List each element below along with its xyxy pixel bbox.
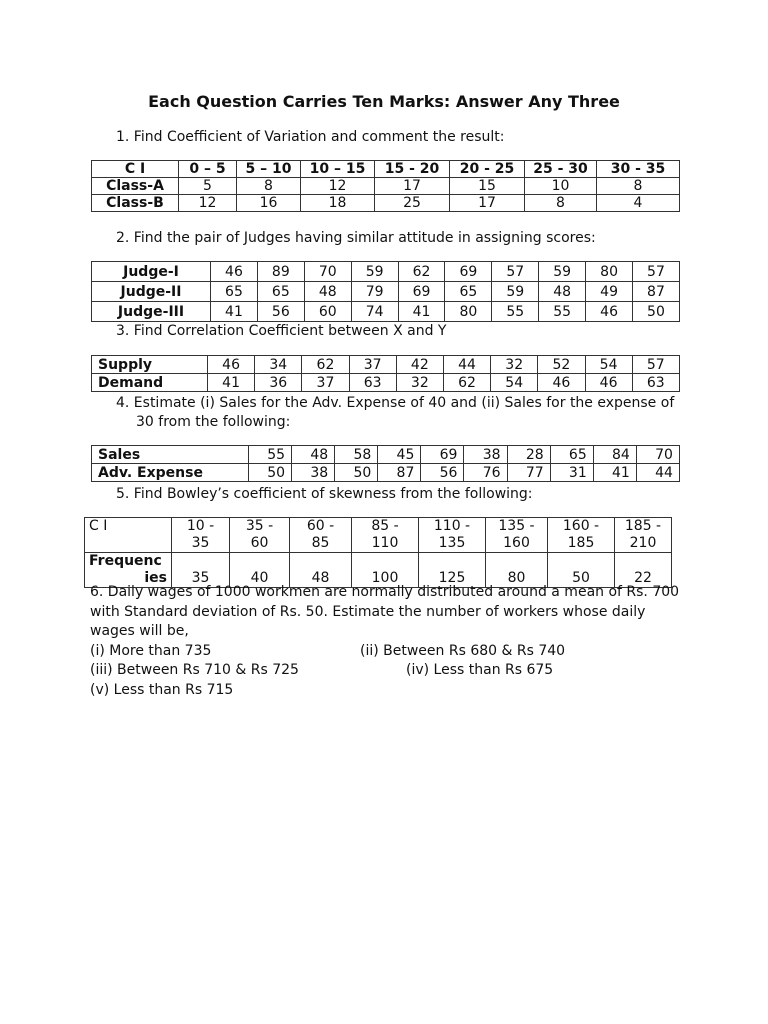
question-6-line: with Standard deviation of Rs. 50. Estimate the number of workers whose daily	[90, 603, 646, 620]
option-v: (v) Less than Rs 715	[90, 681, 234, 698]
row-label: Judge-III	[92, 302, 211, 322]
header-cell: 160 - 185	[548, 518, 615, 553]
options-row	[90, 642, 679, 662]
table-cell: 8	[237, 178, 301, 195]
table-row	[92, 195, 680, 212]
table-row	[92, 464, 680, 482]
row-label: Class-B	[92, 195, 179, 212]
table-cell: 76	[464, 464, 507, 482]
table-cell: 56	[257, 302, 304, 322]
row-label: Adv. Expense	[92, 464, 249, 482]
table-row	[92, 374, 680, 392]
table-cell: 15	[450, 178, 525, 195]
table-cell: 12	[301, 178, 375, 195]
question-4-text-cont: 30 from the following:	[136, 414, 291, 430]
table-cell: 100	[352, 553, 419, 588]
table-cell: 12	[179, 195, 237, 212]
table-cell: 60	[304, 302, 351, 322]
question-2-text: 2. Find the pair of Judges having similar attitude in assigning scores:	[116, 230, 596, 246]
table-cell: 65	[257, 282, 304, 302]
table-cell: 46	[211, 262, 258, 282]
table-cell: 4	[597, 195, 680, 212]
table-row	[92, 282, 680, 302]
table-cell: 63	[349, 374, 396, 392]
q3-table	[91, 355, 680, 392]
table-cell: 8	[525, 195, 597, 212]
q2-table	[91, 261, 680, 322]
table-cell: 59	[351, 262, 398, 282]
option-i: (i) More than 735	[90, 642, 212, 659]
table-cell: 5	[179, 178, 237, 195]
table-cell: 22	[615, 553, 672, 588]
header-cell: 30 - 35	[597, 161, 680, 178]
question-6-line: 6. Daily wages of 1000 workmen are normally distributed around a mean of Rs. 700	[90, 584, 680, 600]
table-cell: 52	[538, 356, 585, 374]
table-cell: 41	[211, 302, 258, 322]
q4-table	[91, 445, 680, 482]
table-cell: 65	[211, 282, 258, 302]
table-row	[92, 262, 680, 282]
table-cell: 74	[351, 302, 398, 322]
question-3-text: 3. Find Correlation Coefficient between X and Y	[116, 323, 447, 339]
page-title: Each Question Carries Ten Marks: Answer Any Three	[148, 92, 620, 111]
table-row	[92, 302, 680, 322]
table-cell: 65	[550, 446, 593, 464]
header-cell: 15 - 20	[375, 161, 450, 178]
row-label: Sales	[92, 446, 249, 464]
table-cell: 45	[378, 446, 421, 464]
table-cell: 41	[398, 302, 445, 322]
header-cell: 35 - 60	[230, 518, 290, 553]
question-1-text: 1. Find Coefficient of Variation and comment the result:	[116, 129, 505, 145]
table-row	[92, 178, 680, 195]
table-cell: 77	[507, 464, 550, 482]
header-cell: 20 - 25	[450, 161, 525, 178]
table-cell: 48	[292, 446, 335, 464]
table-cell: 8	[597, 178, 680, 195]
table-cell: 44	[443, 356, 490, 374]
table-cell: 125	[419, 553, 486, 588]
table-cell: 32	[396, 374, 443, 392]
header-label: C I	[85, 518, 172, 553]
table-cell: 25	[375, 195, 450, 212]
table-cell: 48	[290, 553, 352, 588]
table-cell: 40	[230, 553, 290, 588]
table-cell: 46	[585, 374, 632, 392]
table-cell: 54	[491, 374, 538, 392]
option-ii: (ii) Between Rs 680 & Rs 740	[360, 642, 566, 659]
header-cell: 135 - 160	[486, 518, 548, 553]
table-row	[92, 356, 680, 374]
table-cell: 41	[208, 374, 255, 392]
question-4-text: 4. Estimate (i) Sales for the Adv. Expense of 40 and (ii) Sales for the expense of	[116, 395, 675, 411]
table-cell: 49	[586, 282, 633, 302]
table-cell: 44	[636, 464, 679, 482]
header-cell: 10 - 35	[172, 518, 230, 553]
table-cell: 48	[304, 282, 351, 302]
table-cell: 31	[550, 464, 593, 482]
table-cell: 48	[539, 282, 586, 302]
q5-header-row	[85, 518, 672, 553]
table-cell: 79	[351, 282, 398, 302]
table-cell: 70	[636, 446, 679, 464]
header-cell: 110 - 135	[419, 518, 486, 553]
table-cell: 38	[464, 446, 507, 464]
table-cell: 63	[632, 374, 679, 392]
table-cell: 65	[445, 282, 492, 302]
header-cell: 85 - 110	[352, 518, 419, 553]
table-cell: 46	[538, 374, 585, 392]
header-cell: 185 - 210	[615, 518, 672, 553]
row-label: Judge-I	[92, 262, 211, 282]
q1-header-row	[92, 161, 680, 178]
row-label: Class-A	[92, 178, 179, 195]
table-cell: 69	[421, 446, 464, 464]
table-cell: 18	[301, 195, 375, 212]
table-cell: 54	[585, 356, 632, 374]
row-label: Supply	[92, 356, 208, 374]
table-cell: 58	[335, 446, 378, 464]
table-cell: 17	[375, 178, 450, 195]
table-cell: 59	[539, 262, 586, 282]
table-cell: 50	[548, 553, 615, 588]
q5-table	[84, 517, 672, 588]
question-5-text: 5. Find Bowley’s coefficient of skewness from the following:	[116, 486, 533, 502]
header-cell: 60 - 85	[290, 518, 352, 553]
table-cell: 50	[249, 464, 292, 482]
table-cell: 69	[445, 262, 492, 282]
table-cell: 55	[492, 302, 539, 322]
table-cell: 55	[249, 446, 292, 464]
table-cell: 38	[292, 464, 335, 482]
table-cell: 87	[378, 464, 421, 482]
table-cell: 80	[445, 302, 492, 322]
table-cell: 55	[539, 302, 586, 322]
header-cell: 0 – 5	[179, 161, 237, 178]
table-cell: 56	[421, 464, 464, 482]
table-cell: 84	[593, 446, 636, 464]
table-cell: 69	[398, 282, 445, 302]
table-cell: 35	[172, 553, 230, 588]
table-cell: 34	[255, 356, 302, 374]
table-cell: 57	[632, 356, 679, 374]
table-cell: 16	[237, 195, 301, 212]
table-cell: 62	[302, 356, 349, 374]
table-cell: 10	[525, 178, 597, 195]
header-cell: C I	[92, 161, 179, 178]
question-6	[90, 583, 679, 700]
options-row	[90, 661, 679, 681]
row-label: Demand	[92, 374, 208, 392]
table-cell: 57	[633, 262, 680, 282]
table-cell: 37	[349, 356, 396, 374]
table-cell: 59	[492, 282, 539, 302]
table-cell: 42	[396, 356, 443, 374]
q1-table	[91, 160, 680, 212]
table-cell: 36	[255, 374, 302, 392]
table-cell: 17	[450, 195, 525, 212]
question-6-line: wages will be,	[90, 623, 189, 639]
table-cell: 37	[302, 374, 349, 392]
table-cell: 70	[304, 262, 351, 282]
table-cell: 50	[633, 302, 680, 322]
table-cell: 87	[633, 282, 680, 302]
table-cell: 80	[486, 553, 548, 588]
table-cell: 80	[586, 262, 633, 282]
table-cell: 62	[398, 262, 445, 282]
header-cell: 10 – 15	[301, 161, 375, 178]
option-iii: (iii) Between Rs 710 & Rs 725	[90, 662, 299, 678]
table-row	[92, 446, 680, 464]
table-cell: 41	[593, 464, 636, 482]
row-label: Judge-II	[92, 282, 211, 302]
option-iv: (iv) Less than Rs 675	[406, 662, 554, 678]
table-cell: 32	[491, 356, 538, 374]
table-cell: 57	[492, 262, 539, 282]
header-cell: 5 – 10	[237, 161, 301, 178]
table-cell: 28	[507, 446, 550, 464]
table-cell: 89	[257, 262, 304, 282]
table-cell: 62	[443, 374, 490, 392]
header-cell: 25 - 30	[525, 161, 597, 178]
table-cell: 46	[208, 356, 255, 374]
row-label: Frequenc ies	[85, 553, 172, 588]
table-cell: 46	[586, 302, 633, 322]
table-cell: 50	[335, 464, 378, 482]
